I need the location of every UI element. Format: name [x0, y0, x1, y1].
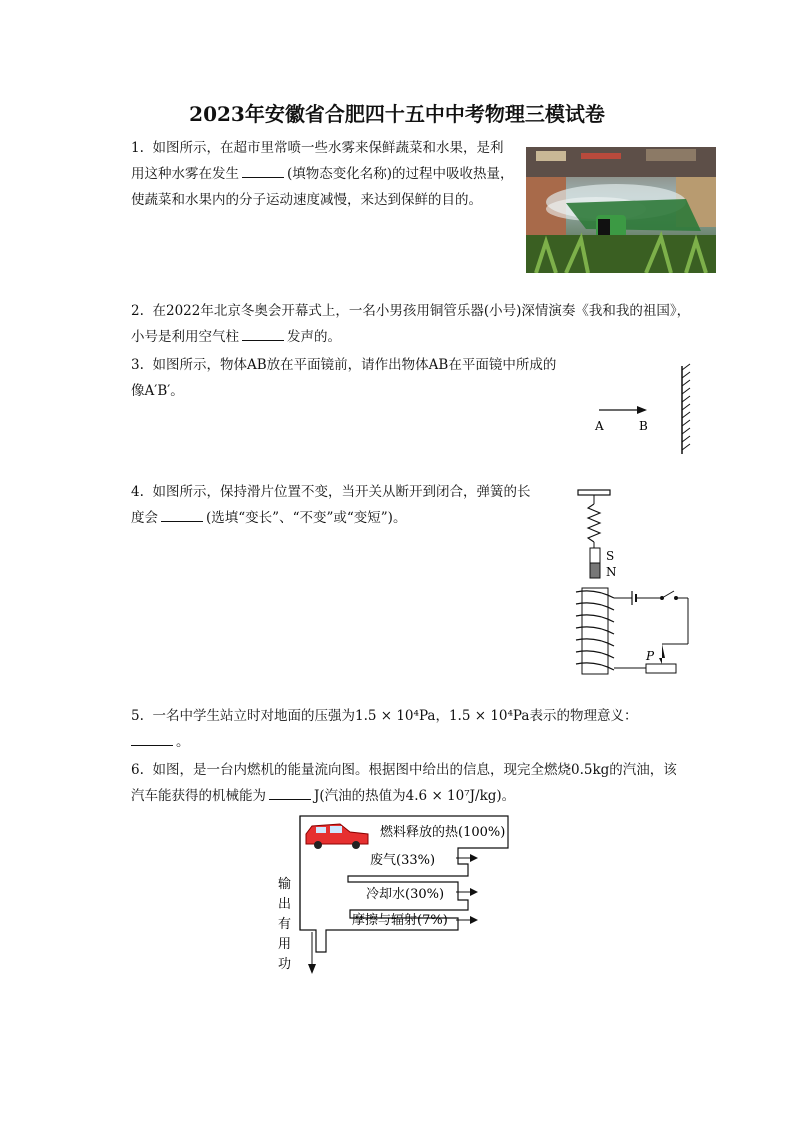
- question-number: 3.: [131, 357, 144, 373]
- question-4: [131, 479, 530, 531]
- mirror-diagram: [585, 362, 700, 458]
- question-5: [131, 703, 637, 755]
- supermarket-mist-photo: [526, 147, 716, 273]
- answer-blank[interactable]: [161, 507, 203, 522]
- electromagnet-circuit: [570, 488, 700, 680]
- question-number: 6.: [131, 762, 144, 778]
- question-3: [131, 352, 556, 404]
- iron-core: [582, 588, 608, 674]
- question-number: 4.: [131, 484, 144, 500]
- car-icon: [306, 824, 368, 849]
- exhaust-label: 废气(33%): [370, 853, 436, 868]
- output-useful-work-label: [278, 876, 291, 972]
- label-s: S: [606, 549, 615, 563]
- friction-radiation-label: 摩擦与辐射(7%): [352, 913, 448, 928]
- question-1: [131, 135, 514, 213]
- question-text: 一名中学生站立时对地面的压强为1.5 × 10⁴Pa，1.5 × 10⁴Pa表示的物理意义：: [152, 708, 638, 724]
- label-b: B: [639, 419, 648, 433]
- question-text: 如图所示，在超市里常喷一些水雾来保鲜蔬菜和水果，是利: [152, 140, 504, 156]
- answer-blank[interactable]: [242, 163, 284, 178]
- answer-blank[interactable]: [269, 785, 311, 800]
- switch: [662, 591, 674, 598]
- question-text: J(汽油的热值为4.6 × 10⁷J/kg)。: [314, 788, 516, 804]
- spring: [588, 504, 600, 542]
- svg-text:用: 用: [278, 937, 292, 952]
- question-number: 5.: [131, 708, 144, 724]
- question-text: (选填“变长”、“不变”或“变短”)。: [206, 510, 407, 526]
- svg-text:出: 出: [278, 897, 292, 912]
- question-text: 发声的。: [287, 329, 341, 345]
- question-text: 在2022年北京冬奥会开幕式上，一名小男孩用铜管乐器(小号)深情演奏《我和我的祖国》，: [152, 303, 691, 319]
- page-title: 2023年安徽省合肥四十五中中考物理三模试卷: [189, 102, 605, 126]
- question-text: 度会: [131, 510, 158, 526]
- question-text: 如图，是一台内燃机的能量流向图。根据图中给出的信息，现完全燃烧0.5kg的汽油，该: [152, 762, 677, 778]
- svg-text:有: 有: [278, 917, 292, 932]
- svg-text:功: 功: [278, 957, 292, 972]
- question-text: 使蔬菜和水果内的分子运动速度减慢，来达到保鲜的目的。: [131, 192, 482, 208]
- label-p: P: [646, 649, 655, 663]
- answer-blank[interactable]: [131, 731, 173, 746]
- rheostat: [646, 664, 676, 673]
- question-text: 用这种水雾在发生: [131, 166, 239, 182]
- energy-flow-diagram: [270, 812, 530, 976]
- question-text: 小号是利用空气柱: [131, 329, 239, 345]
- question-text: 如图所示，物体AB放在平面镜前，请作出物体AB在平面镜中所成的: [152, 357, 557, 373]
- question-number: 1.: [131, 140, 144, 156]
- label-a: A: [595, 419, 604, 433]
- question-text: 汽车能获得的机械能为: [131, 788, 266, 804]
- label-n: N: [606, 565, 617, 579]
- fuel-heat-label: 燃料释放的热(100%): [380, 825, 506, 840]
- question-6: [131, 757, 677, 809]
- question-text: 。: [176, 734, 190, 750]
- svg-text:输: 输: [278, 877, 292, 892]
- question-2: [131, 298, 690, 350]
- answer-blank[interactable]: [242, 326, 284, 341]
- question-text: 像A′B′。: [131, 383, 184, 399]
- ceiling-mount: [578, 490, 610, 495]
- question-text: 如图所示，保持滑片位置不变，当开关从断开到闭合，弹簧的长: [152, 484, 531, 500]
- cooling-water-label: 冷却水(30%): [366, 887, 445, 902]
- question-text: (填物态变化名称)的过程中吸收热量，: [287, 166, 514, 182]
- question-number: 2.: [131, 303, 144, 319]
